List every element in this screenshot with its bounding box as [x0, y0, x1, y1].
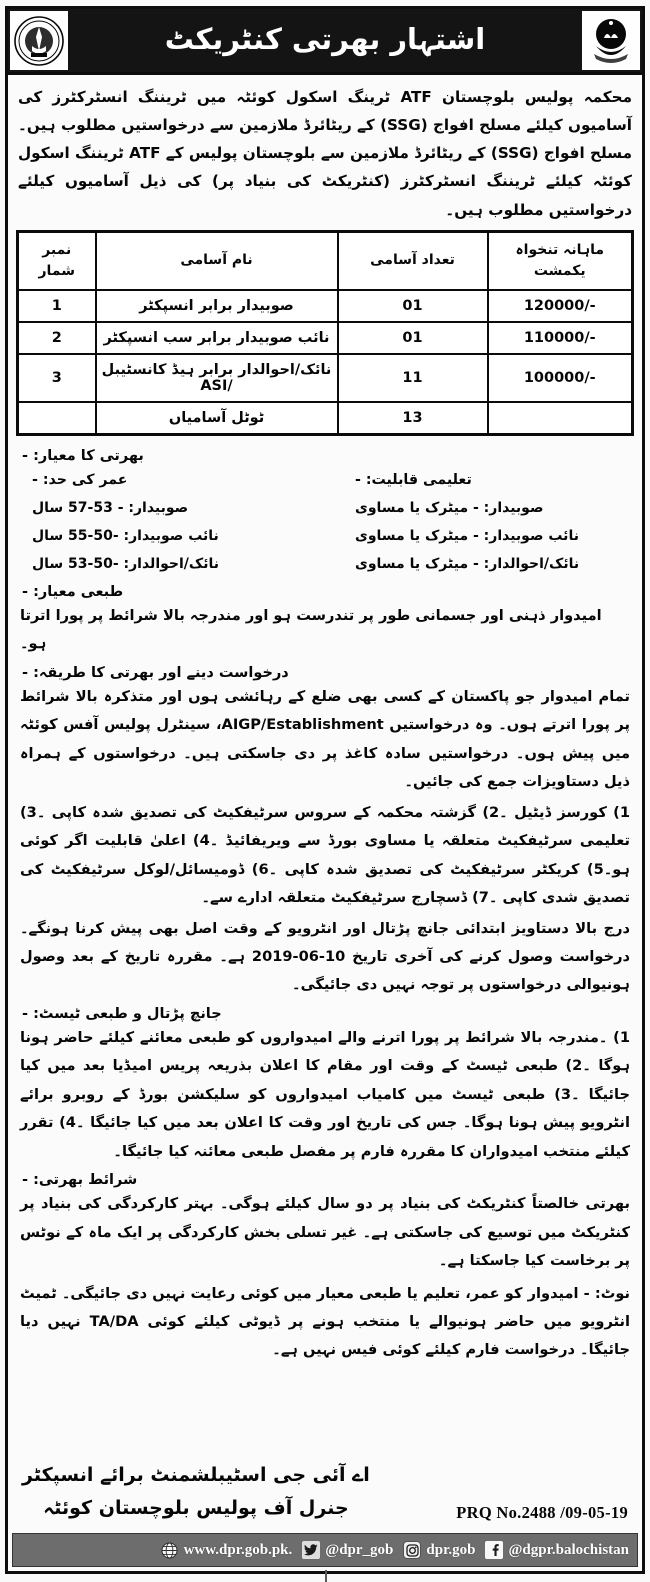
cell-total-label: ٹوٹل آسامیاں [96, 402, 338, 435]
medical-standard-heading: طبعی معیار: - [22, 584, 124, 601]
intro-paragraph: محکمہ پولیس بلوچستان ATF ٹرینگ اسکول کوئٹہ میں ٹریننگ انسٹرکٹرز کی آسامیوں کیلئے مسلح افواج (SSG) کے ریٹائرڈ ملازمین سے درخواستیں مطلوب ہیں۔ مسلح افواج (SSG) کے ریٹائرڈ ملازمین سے بلوچستان پولیس کے ATF ٹریننگ اسکول کوئٹہ کیلئے ٹریننگ انسٹرکٹرز (کنٹریکٹ کی بنیاد پر) کی ذیل آسامیوں کیلئے درخواستیں مطلوب ہیں۔ [18, 88, 632, 219]
age-line: نائب صوبیدار: -50-55 سال [32, 528, 219, 545]
cell-salary: 100000/- [488, 354, 633, 402]
table-header-row [18, 231, 633, 290]
twitter-icon [302, 1541, 320, 1559]
table-total-row [18, 402, 633, 435]
cell-total-salary [488, 402, 633, 435]
education-line: نائب صوبیدار: - میٹرک یا مساوی [355, 528, 579, 545]
cell-post: نائب صوبیدار برابر سب انسپکٹر [96, 322, 338, 354]
footer-facebook-label: @dgpr.balochistan [508, 1541, 629, 1558]
terms-heading: شرائط بھرتی: - [22, 1172, 138, 1189]
criteria-heading: بھرتی کا معیار: - [22, 447, 144, 464]
table-row [18, 290, 633, 322]
age-line: صوبیدار: - 53-57 سال [32, 500, 189, 517]
table-row [18, 354, 633, 402]
body-sections [8, 440, 642, 1365]
note-text: نوٹ: - امیدوار کو عمر، تعلیم یا طبعی معیار میں کوئی رعایت نہیں دی جائیگی۔ ٹمیٹ انٹرویو میں حاضر ہونیوالے یا منتخب ہونے پر ڈیوٹی کیلئے کوئی TA/DA نہیں دیا جائیگا۔ درخواست فارم کیلئے کوئی فیس نہیں ہے۔ [20, 1284, 631, 1359]
medical-standard-text: امیدوار ذہنی اور جسمانی طور پر تندرست ہو اور مندرجہ بالا شرائط پر پورا اترتا ہو۔ [20, 607, 602, 653]
cell-serial: 1 [18, 290, 96, 322]
age-line: نائک/احوالدار: -50-53 سال [32, 556, 219, 573]
criteria-columns [18, 466, 632, 578]
globe-icon [161, 1541, 179, 1559]
signatory-line-2: جنرل آف پولیس بلوچستان کوئٹہ [43, 1496, 349, 1519]
footer-instagram[interactable] [403, 1541, 475, 1559]
education-heading: تعلیمی قابلیت: - [355, 471, 472, 488]
cell-salary: 120000/- [488, 290, 633, 322]
prq-number: PRQ No.2488 /09-05-19 [456, 1503, 628, 1522]
cell-total-count: 13 [338, 402, 488, 435]
footer-website-label: www.dpr.gob.pk. [183, 1541, 293, 1558]
screening-heading: جانچ پڑتال و طبعی ٹیسٹ: - [22, 1005, 222, 1022]
balochistan-government-emblem-icon [580, 9, 642, 72]
education-line: صوبیدار: - میٹرک یا مساوی [355, 500, 544, 517]
cell-salary: 110000/- [488, 322, 633, 354]
signatory [22, 1459, 370, 1526]
footer-twitter-label: @dpr_gob [325, 1541, 394, 1558]
instagram-icon [403, 1541, 421, 1559]
application-method-paragraph: تمام امیدوار جو پاکستان کے کسی بھی ضلع کے رہائشی ہوں اور متذکرہ بالا شرائط پر پورا اترتے ہوں۔ وہ درخواستیں AIGP/Establishment، سینٹرل پولیس آفس کوئٹہ میں پیش ہوں۔ درخواستیں سادہ کاغذ پر دی جاسکتی ہیں۔ درخواستوں کے ہمراہ ذیل دستاویزات جمع کی جائیں۔ [20, 687, 630, 791]
education-column [325, 466, 632, 578]
footer-facebook[interactable] [485, 1541, 629, 1559]
age-column [18, 466, 325, 578]
header-banner [8, 9, 642, 75]
footer-website[interactable] [161, 1541, 293, 1559]
advertisement-frame [5, 6, 645, 1574]
page-title: اشتہار بھرتی کنٹریکٹ [164, 21, 486, 56]
screening-points: 1) ۔مندرجہ بالا شرائط پر پورا اترنے والے امیدواروں کو طبعی معائنے کیلئے حاضر ہونا ہوگا ۔2) طبعی ٹیسٹ کے وقت اور مقام کا اعلان بذریعہ پریس امیڈیا بعد میں کیا جائیگا ۔3) طبعی ٹیسٹ میں کامیاب امیدواروں کو سلیکشن بورڈ کے روبرو برائے انٹرویو پیش ہونا ہوگا۔ جس کی تاریخ اور وقت کا اعلان بعد میں کیا جائیگا ۔4) تقرر کیلئے منتخب امیدواران کا مقررہ فارم پر مفصل طبعی معائنہ کیا جائیگا۔ [20, 1028, 630, 1160]
cell-count: 01 [338, 290, 488, 322]
posts-table [16, 230, 634, 436]
education-line: نائک/احوالدار: - میٹرک یا مساوی [355, 556, 580, 573]
header-count: تعداد آسامی [338, 231, 488, 290]
signatory-line-1: اے آئی جی اسٹیبلشمنٹ برائے انسپکٹر [22, 1463, 370, 1486]
cell-total-serial [18, 402, 96, 435]
cell-serial: 3 [18, 354, 96, 402]
terms-paragraph: بھرتی خالصتاً کنٹریکٹ کی بنیاد پر دو سال کیلئے ہوگی۔ بہتر کارکردگی کی بنیاد پر کنٹریکٹ میں توسیع کی جاسکتی ہے۔ غیر تسلی بخش کارکردگی پر ایک ماہ کے نوٹس پر برخاست کیا جاسکتا ہے۔ [20, 1195, 630, 1270]
footer-instagram-label: dpr.gob [426, 1541, 476, 1558]
balochistan-police-emblem-icon [8, 9, 70, 72]
required-documents-list: 1) کورسز ڈیٹیل ۔2) گزشتہ محکمہ کے سروس سرٹیفکیٹ کی تصدیق شدہ کاپی ۔3) تعلیمی سرٹیفکیٹ متعلقہ یا مساوی بورڈ سے ویریفائیڈ ۔4) اعلیٰ قابلیت اگر کوئی ہو۔5) کریکٹر سرٹیفکیٹ کی تصدیق شدہ کاپی ۔6) ڈومیسائل/لوکل سرٹیفکیٹ کی تصدیق شدی کاپی ۔7) ڈسچارج سرٹیفکیٹ متعلقہ ادارے سے۔ [20, 803, 630, 907]
cell-serial: 2 [18, 322, 96, 354]
table-row [18, 322, 633, 354]
header-post-name: نام آسامی [96, 231, 338, 290]
footer-twitter[interactable] [302, 1541, 393, 1559]
cell-post: نائک/احوالدار برابر ہیڈ کانسٹیبل /ASI [96, 354, 338, 402]
cell-count: 01 [338, 322, 488, 354]
age-heading: عمر کی حد: - [32, 471, 128, 488]
facebook-icon [485, 1541, 503, 1559]
deadline-paragraph: درج بالا دستاویز ابتدائی جانچ پڑتال اور انٹرویو کے وقت اصل بھی پیش کرنا ہونگے۔ درخواست وصول کرنے کی آخری تاریخ 10-06-2019 ہے۔ مقررہ تاریخ کے بعد وصول ہونیوالی درخواستوں پر توجہ نہیں دی جائیگی۔ [20, 919, 630, 994]
posts-table-wrapper [8, 228, 642, 440]
social-footer-bar [12, 1533, 638, 1567]
signature-block [8, 1377, 642, 1527]
header-salary: ماہانہ تنخواہ یکمشت [488, 231, 633, 290]
cell-post: صوبیدار برابر انسپکٹر [96, 290, 338, 322]
application-method-heading: درخواست دینے اور بھرتی کا طریقہ: - [22, 664, 289, 681]
bottom-tick-mark [325, 1570, 327, 1582]
cell-count: 11 [338, 354, 488, 402]
header-serial: نمبر شمار [18, 231, 96, 290]
